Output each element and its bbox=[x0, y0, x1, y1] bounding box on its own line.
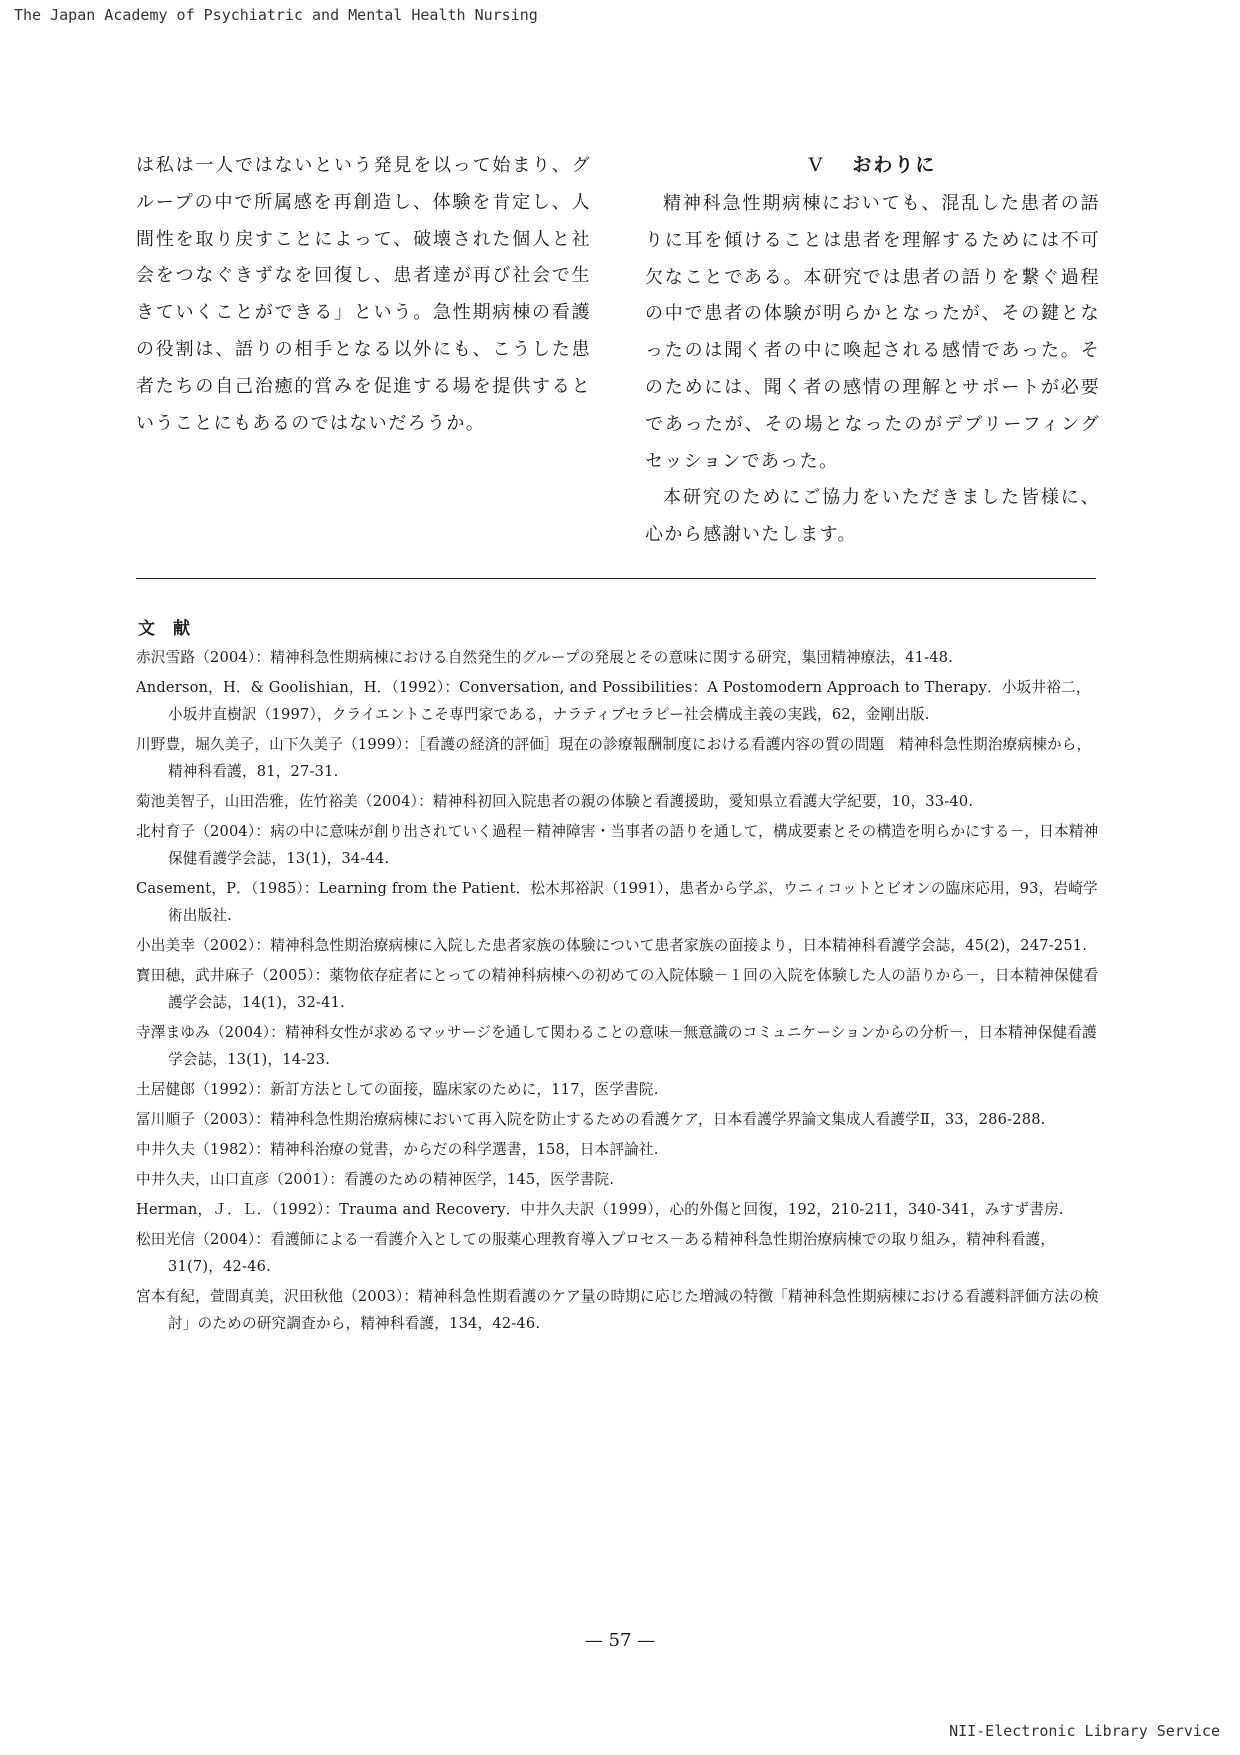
reference-item: Casement，P．（1985）：Learning from the Patient．松木邦裕訳（1991），患者から学ぶ，ウニィコットとビオンの臨床応用，93，岩崎学術出版社. bbox=[136, 880, 1098, 924]
conclusion-paragraph: 精神科急性期病棟においても、混乱した患者の語りに耳を傾けることは患者を理解するためには不可欠なことである。本研究では患者の語りを繋ぐ過程の中で患者の体験が明らかとなったが、その鍵となったのは聞く者の中に喚起される感情であった。そのためには、聞く者の感情の理解とサポートが必要であったが、その場となったのがデブリーフィングセッションであった。 bbox=[645, 193, 1100, 472]
right-column bbox=[645, 148, 1100, 554]
reference-item: 寳田穂，武井麻子（2005）：薬物依存症者にとっての精神科病棟への初めての入院体験－１回の入院を体験した人の語りから－，日本精神保健看護学会誌，14(1)，32-41. bbox=[136, 967, 1099, 1011]
journal-header: The Japan Academy of Psychiatric and Mental Health Nursing bbox=[14, 6, 538, 24]
reference-item: 中井久夫，山口直彦（2001）：看護のための精神医学，145，医学書院. bbox=[136, 1171, 615, 1188]
reference-item: 宮本有紀，萱間真美，沢田秋他（2003）：精神科急性期看護のケア量の時期に応じた増減の特徴「精神科急性期病棟における看護料評価方法の検討」のための研究調査から，精神科看護，134，42-46. bbox=[136, 1288, 1099, 1332]
reference-item: 北村育子（2004）：病の中に意味が創り出されていく過程－精神障害・当事者の語りを通して，構成要素とその構造を明らかにする－，日本精神保健看護学会誌，13(1)，34-44. bbox=[136, 823, 1099, 867]
section-heading bbox=[645, 148, 1100, 186]
reference-item: 中井久夫（1982）：精神科治療の覚書，からだの科学選書，158，日本評論社. bbox=[136, 1141, 659, 1158]
page-number: — 57 — bbox=[584, 1630, 656, 1651]
section-divider bbox=[136, 578, 1096, 579]
reference-item: Herman，Ｊ．Ｌ．（1992）：Trauma and Recovery．中井久夫訳（1999），心的外傷と回復，192，210-211，340-341，みすず書房. bbox=[136, 1201, 1064, 1218]
reference-item: 小出美幸（2002）：精神科急性期治療病棟に入院した患者家族の体験について患者家族の面接より，日本精神科看護学会誌，45(2)，247-251. bbox=[136, 937, 1088, 954]
left-column bbox=[136, 148, 591, 442]
reference-item: 菊池美智子，山田浩雅，佐竹裕美（2004）：精神科初回入院患者の親の体験と看護援助，愛知県立看護大学紀要，10，33-40. bbox=[136, 793, 974, 810]
reference-item: 赤沢雪路（2004）：精神科急性期病棟における自然発生的グループの発展とその意味に関する研究，集団精神療法，41-48. bbox=[136, 649, 954, 666]
references-list bbox=[136, 644, 1101, 1340]
section-title: おわりに bbox=[852, 154, 937, 176]
reference-item: Anderson，H．& Goolishian，H．（1992）：Conversation, and Possibilities：A Postomodern Approach to Therapy．小坂井裕二，小坂井直樹訳（1997），クライエントこそ専門家である，ナラティブセラピー社会構成主義の実践，62，金剛出版. bbox=[136, 679, 1091, 723]
library-footer: NII-Electronic Library Service bbox=[949, 1722, 1220, 1740]
reference-item: 松田光信（2004）：看護師による一看護介入としての服薬心理教育導入プロセス－ある精神科急性期治療病棟での取り組み，精神科看護，31(7)，42-46. bbox=[136, 1231, 1056, 1275]
left-column-text: は私は一人ではないという発見を以って始まり、グループの中で所属感を再創造し、体験を肯定し、人間性を取り戻すことによって、破壊された個人と社会をつなぐきずなを回復し、患者達が再び社会で生きていくことができる」という。急性期病棟の看護の役割は、語りの相手となる以外にも、こうした患者たちの自己治癒的営みを促進する場を提供するということにもあるのではないだろうか。 bbox=[136, 155, 591, 434]
references-heading: 文献 bbox=[138, 619, 208, 639]
reference-item: 土居健郎（1992）：新訂方法としての面接，臨床家のために，117，医学書院. bbox=[136, 1081, 659, 1098]
reference-item: 寺澤まゆみ（2004）：精神科女性が求めるマッサージを通して関わることの意味－無意識のコミュニケーションからの分析－，日本精神保健看護学会誌，13(1)，14-23. bbox=[136, 1024, 1097, 1068]
section-number: V bbox=[808, 154, 825, 176]
acknowledgement-paragraph: 本研究のためにご協力をいただきました皆様に、心から感謝いたします。 bbox=[645, 487, 1100, 546]
reference-item: 川野豊，堀久美子，山下久美子（1999）：［看護の経済的評価］現在の診療報酬制度における看護内容の質の問題 精神科急性期治療病棟から，精神科看護，81，27-31. bbox=[136, 736, 1092, 780]
reference-item: 冨川順子（2003）：精神科急性期治療病棟において再入院を防止するための看護ケア，日本看護学界論文集成人看護学Ⅱ，33，286-288. bbox=[136, 1111, 1046, 1128]
